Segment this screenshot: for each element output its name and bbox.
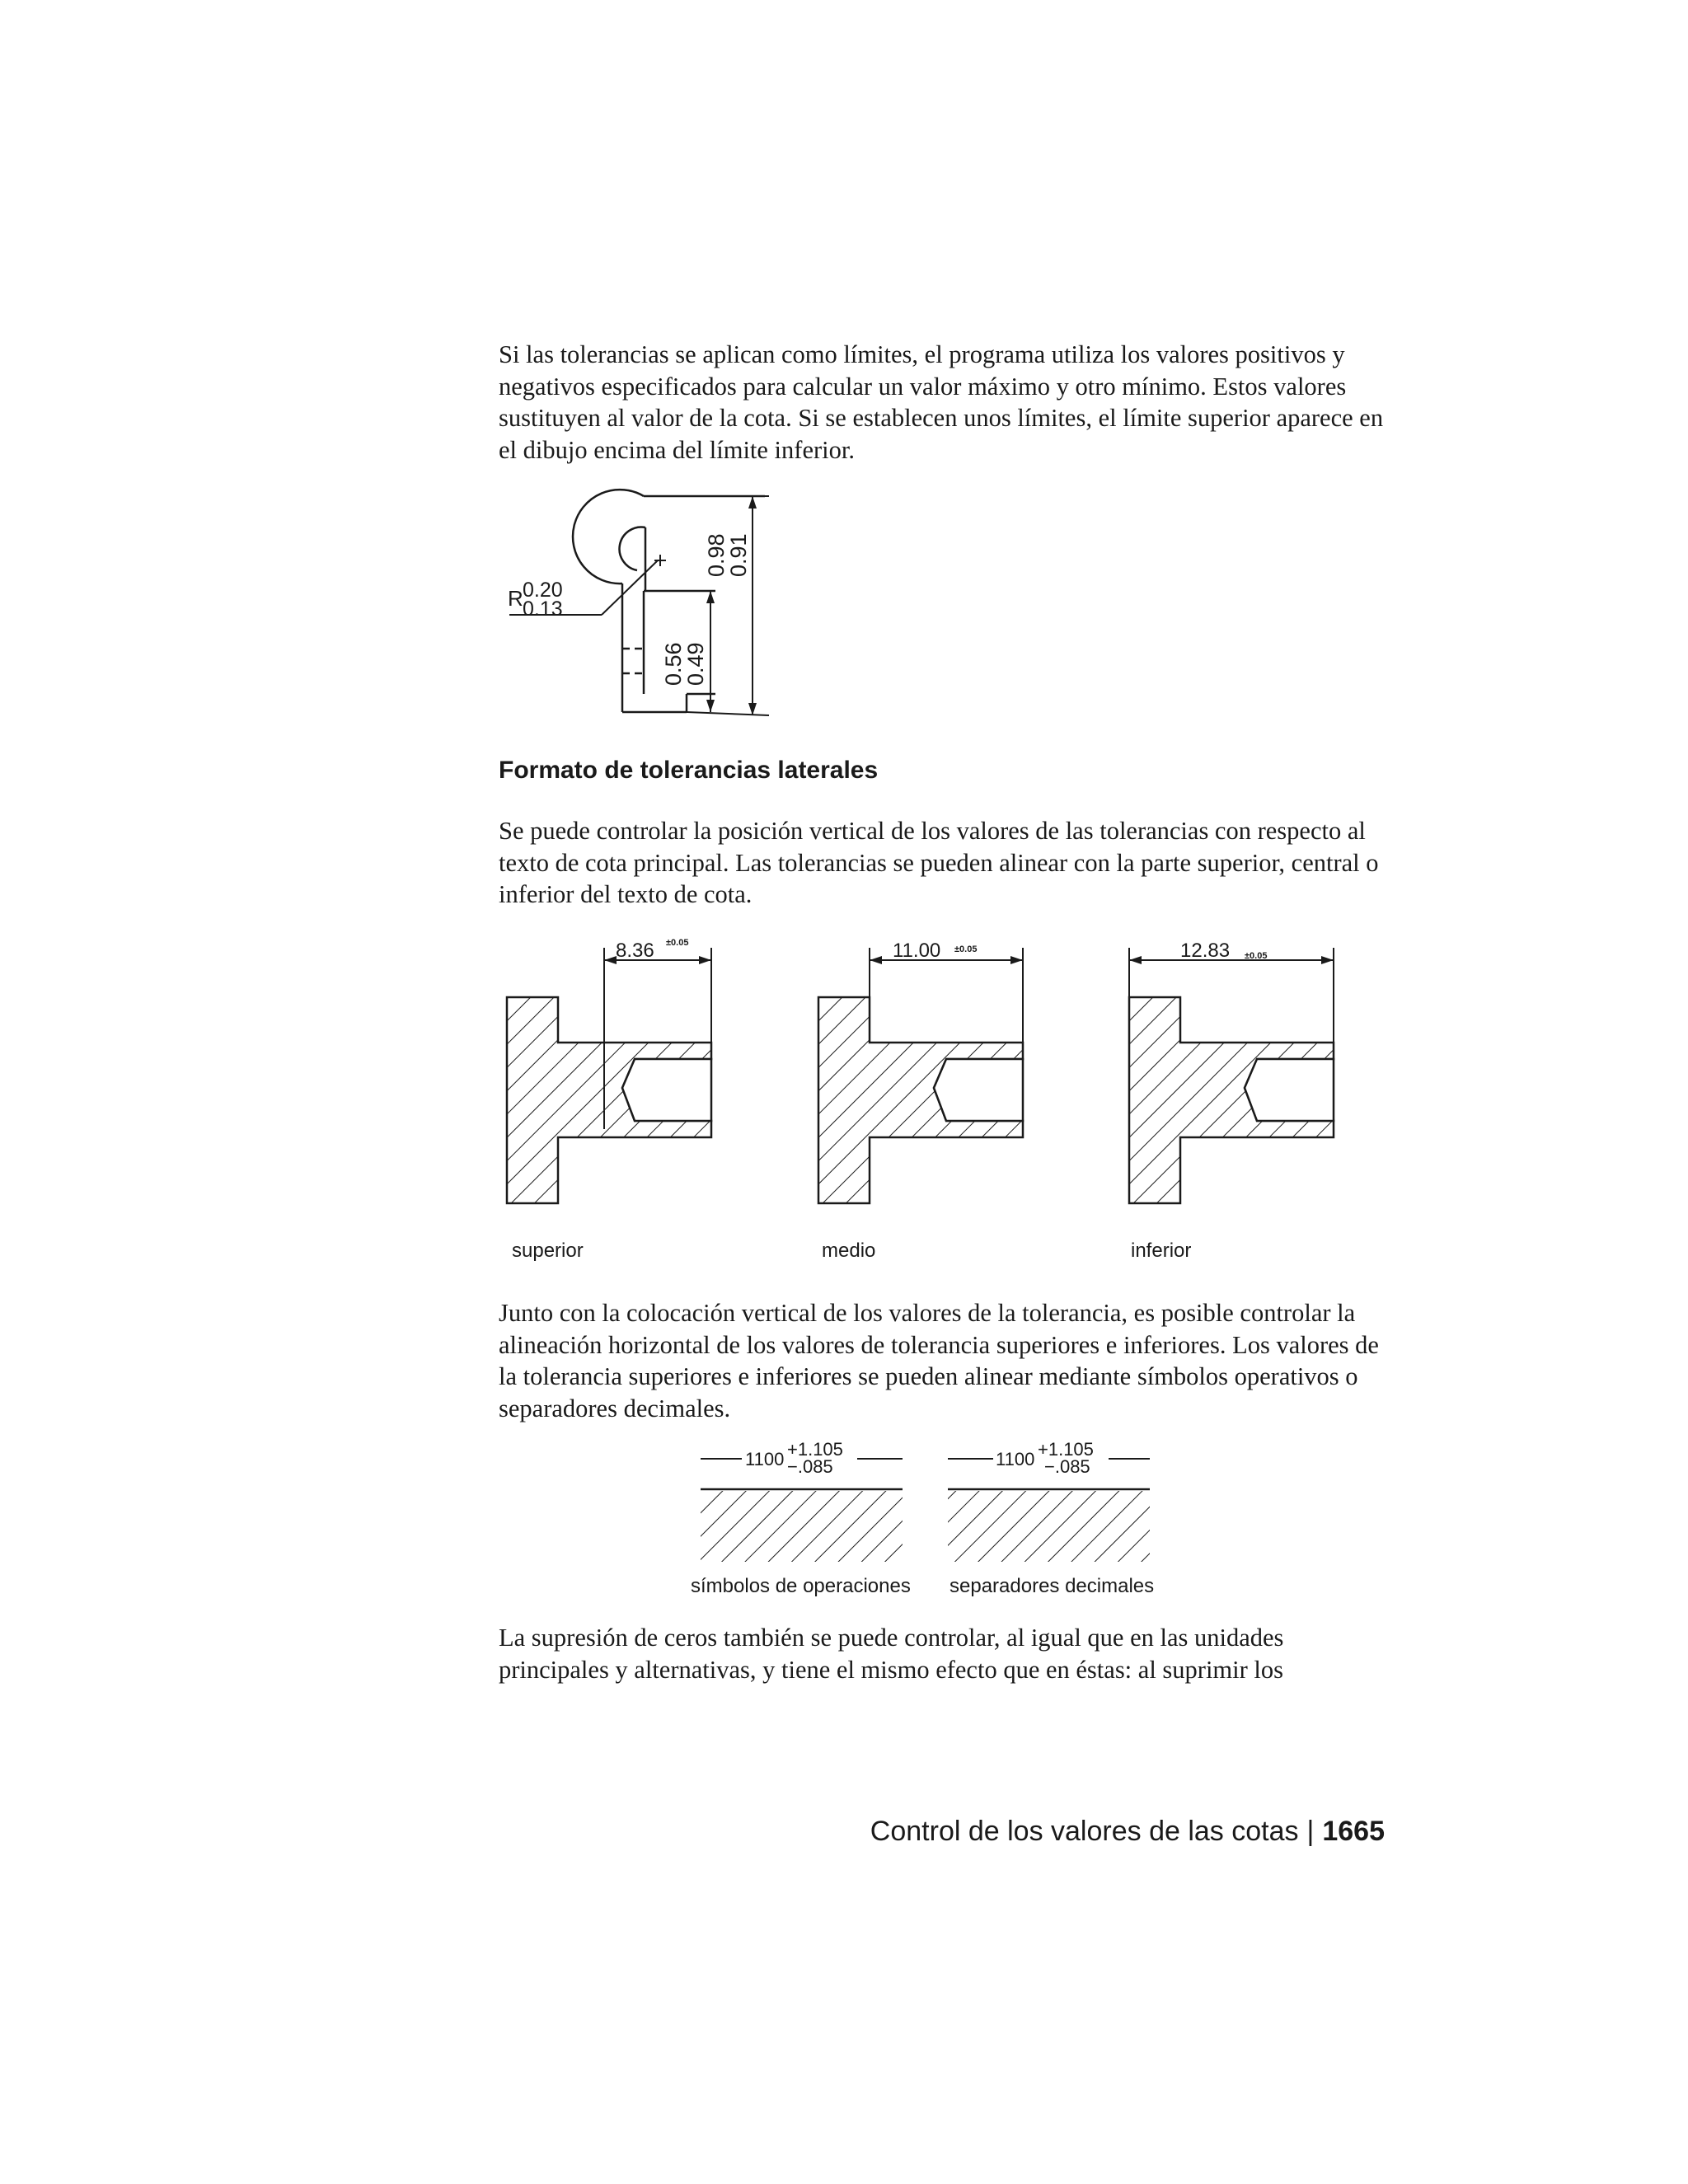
paragraph-vertical-position: Se puede controlar la posición vertical de los valores de las tolerancias con respecto al texto de cota principal. Las tolerancias se pueden alinear con la parte superior, central o inferior del texto de cota. <box>499 817 1379 908</box>
upper-tolerance-decimals: +1.105 <box>1038 1439 1094 1460</box>
panel-decimal-separators <box>948 1439 1154 1597</box>
step-height-upper-limit: 0.56 <box>661 642 686 686</box>
lower-tolerance-symbols: −.085 <box>787 1456 833 1477</box>
dim-tolerance-inferior: ±0.05 <box>1245 951 1268 961</box>
vertical-tolerance-drawing <box>499 927 1381 1269</box>
overall-height-upper-limit: 0.98 <box>704 533 729 577</box>
overall-height-lower-limit: 0.91 <box>726 533 751 577</box>
page-number: 1665 <box>1322 1816 1385 1847</box>
dim-value-inferior: 12.83 <box>1180 940 1231 962</box>
paragraph-horizontal-alignment: Junto con la colocación vertical de los valores de la tolerancia, es posible controlar la alineación horizontal de los valores de tolerancia superiores e inferiores. Los valores de la tolerancia superiores e inferiores se pueden alinear mediante símbolos operativos o separadores decimales. <box>499 1299 1379 1422</box>
upper-tolerance-symbols: +1.105 <box>787 1439 843 1460</box>
dim-tolerance-superior: ±0.05 <box>666 938 689 948</box>
caption-superior: superior <box>512 1240 584 1262</box>
radius-lower-limit: 0.13 <box>523 598 563 621</box>
panel-medio <box>818 940 1023 1262</box>
radius-upper-limit: 0.20 <box>523 579 563 602</box>
panel-superior <box>507 938 711 1262</box>
caption-operation-symbols: símbolos de operaciones <box>691 1575 911 1597</box>
paragraph-zero-suppression: La supresión de ceros también se puede controlar, al igual que en las unidades principales y alternativas, y tiene el mismo efecto que en éstas: al suprimir los <box>499 1624 1284 1684</box>
caption-decimal-separators: separadores decimales <box>950 1575 1155 1597</box>
radius-prefix: R <box>508 586 523 611</box>
panel-operation-symbols <box>691 1439 911 1597</box>
base-value-decimals: 1100 <box>996 1449 1035 1469</box>
lower-tolerance-decimals: −.085 <box>1044 1456 1090 1477</box>
footer-separator: | <box>1306 1816 1315 1847</box>
part-inner-arc <box>620 527 645 570</box>
horizontal-alignment-figure <box>684 1436 1195 1601</box>
paragraph-limits-intro: Si las tolerancias se aplican como límites, el programa utiliza los valores positivos y negativos especificados para calcular un valor máximo y otro mínimo. Estos valores sustituyen al valor de la cota. Si se establecen unos límites, el límite superior aparece en el dibujo encima del límite inferior. <box>499 340 1384 464</box>
step-height-lower-limit: 0.49 <box>683 642 708 686</box>
dim-value-medio: 11.00 <box>893 940 941 962</box>
caption-medio: medio <box>822 1240 876 1262</box>
caption-inferior: inferior <box>1131 1240 1192 1262</box>
dim-value-superior: 8.36 <box>616 940 654 962</box>
footer-section-title: Control de los valores de las cotas <box>870 1816 1299 1847</box>
section-heading: Formato de tolerancias laterales <box>499 757 879 784</box>
limits-drawing <box>501 488 781 727</box>
horizontal-alignment-drawing <box>684 1436 1195 1601</box>
vertical-tolerance-figure <box>499 927 1381 1269</box>
panel-inferior <box>1129 940 1334 1262</box>
limits-tolerance-figure <box>501 488 781 727</box>
dim-tolerance-medio: ±0.05 <box>954 944 978 954</box>
page-footer <box>857 1816 1385 1848</box>
base-value-symbols: 1100 <box>745 1449 785 1469</box>
